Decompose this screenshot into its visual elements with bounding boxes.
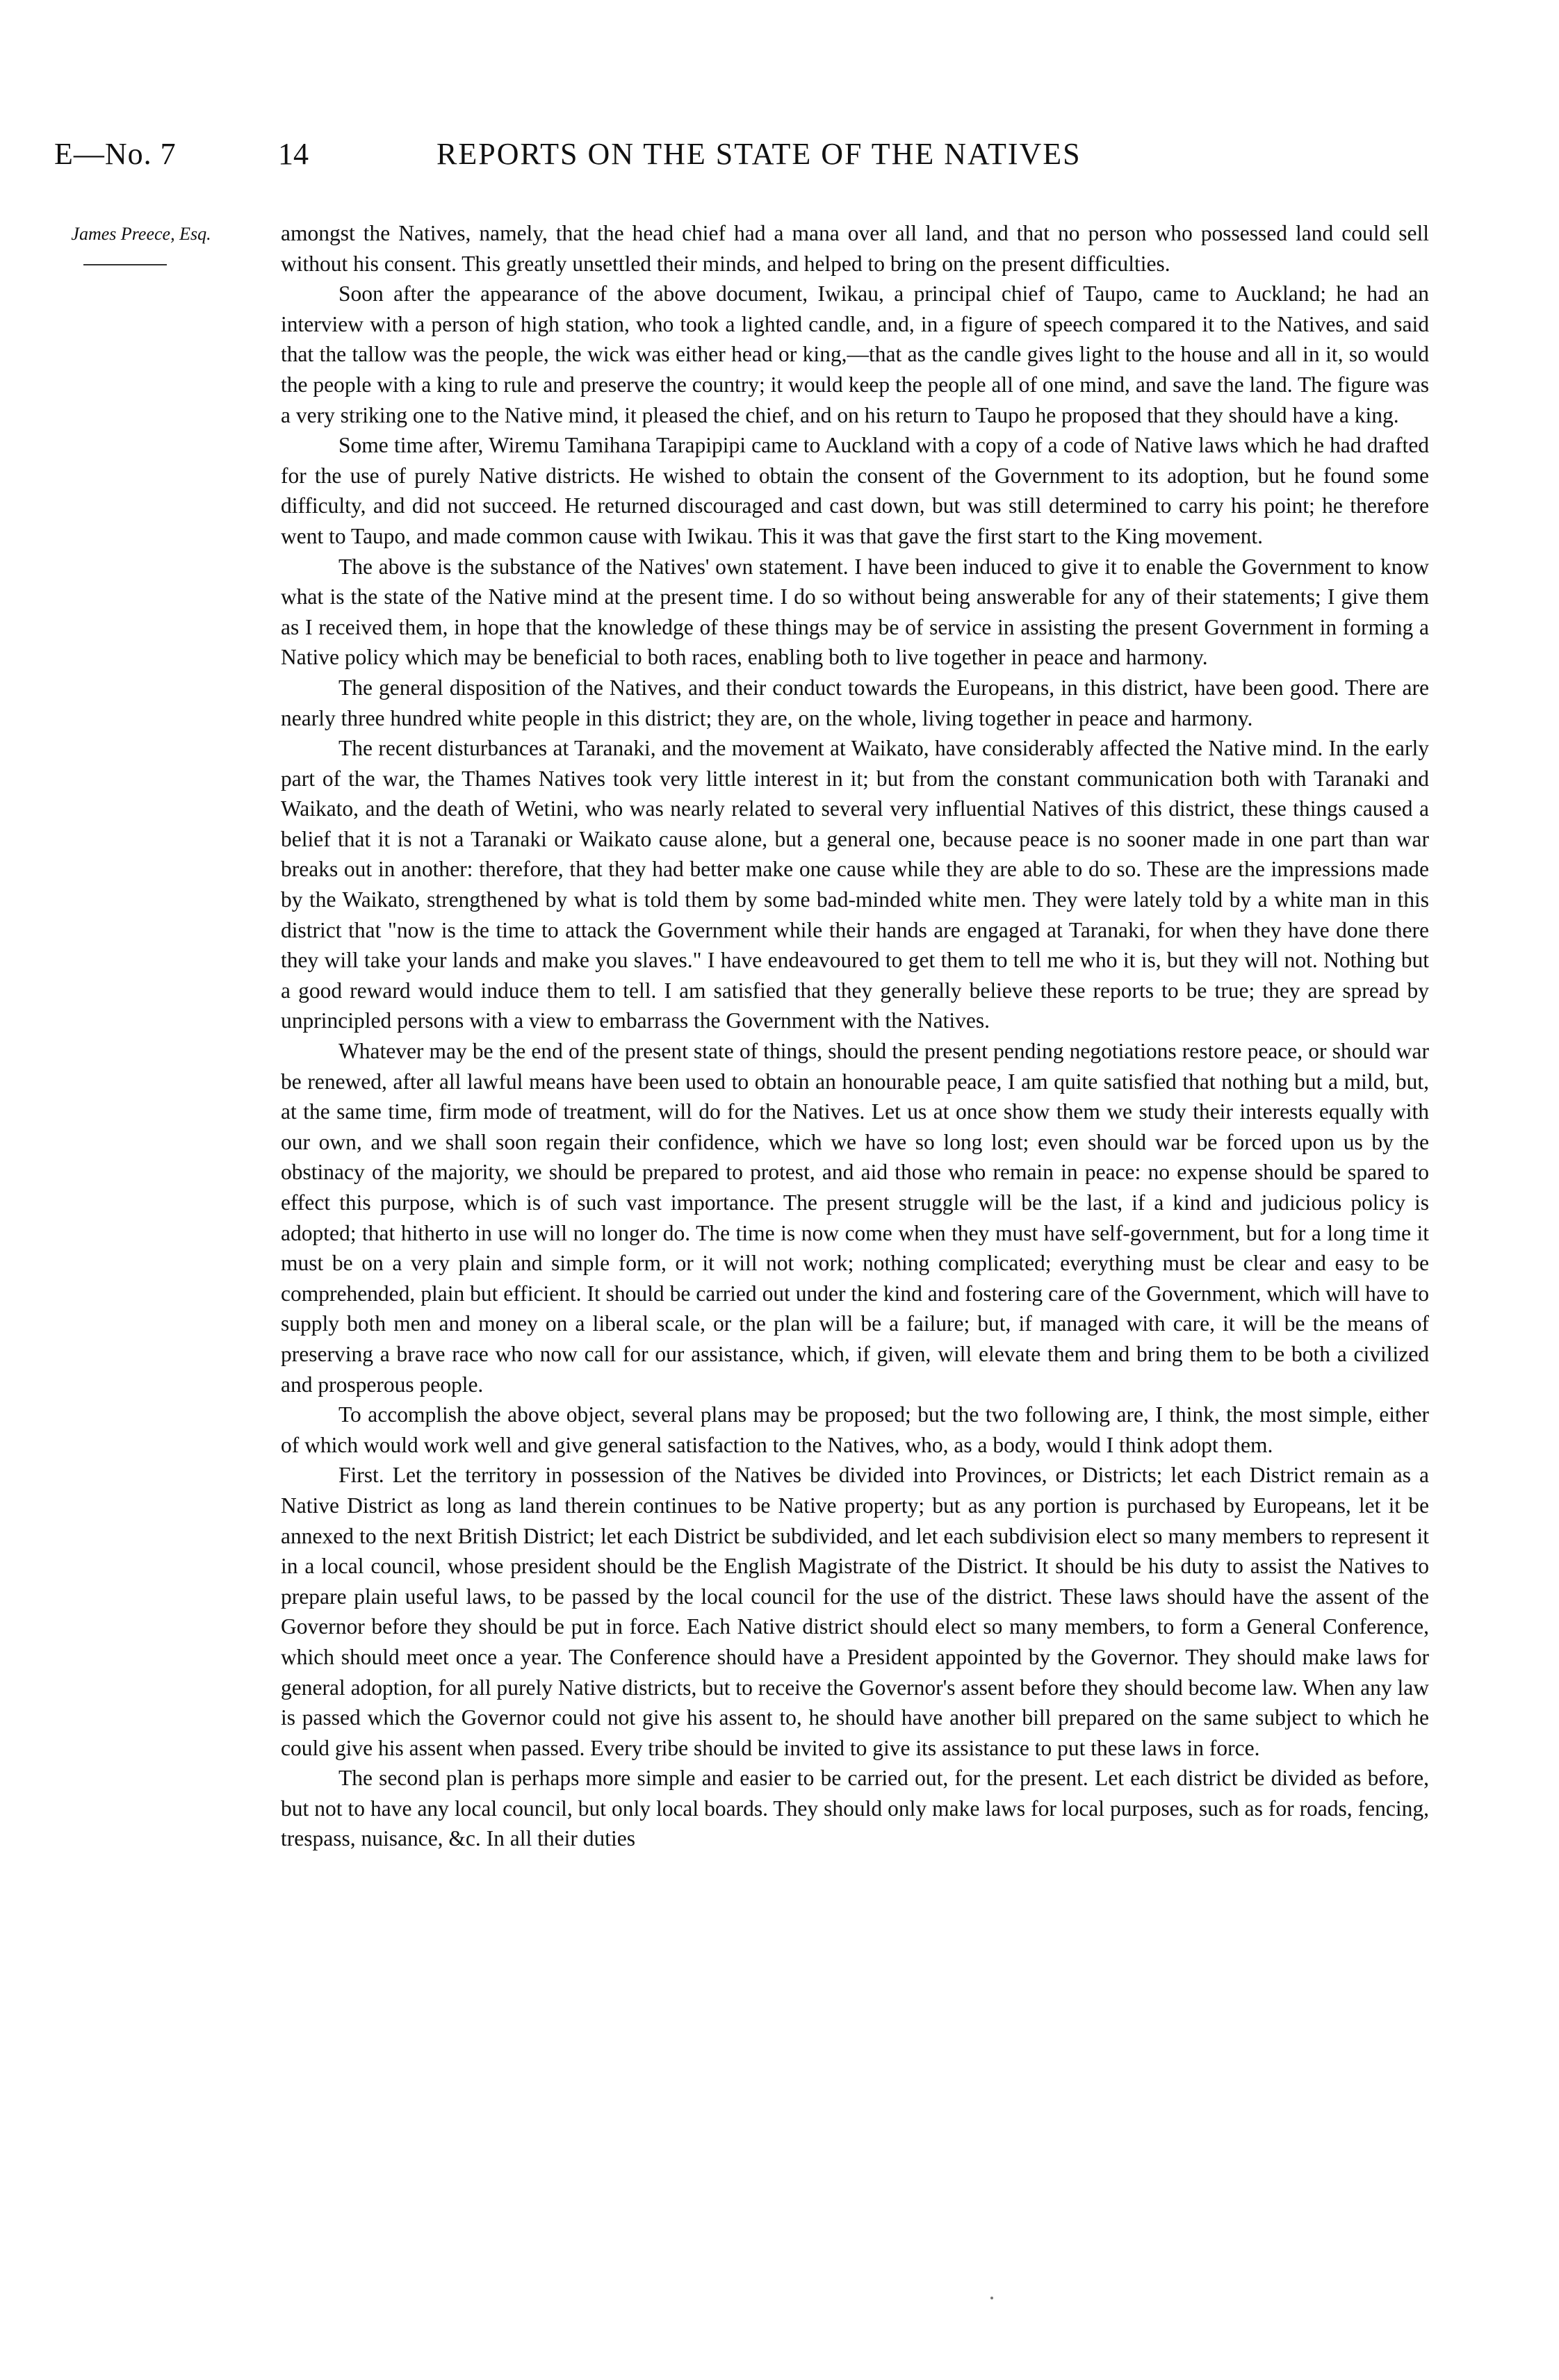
paragraph: Whatever may be the end of the present state of things, should the present pending negotiations restore peace, or should war be renewed, after all lawful means have been used to obtain an honourable peace, I am quite satisfied that nothing but a mild, but, at the same time, firm mode of treatment, will do for the Natives. Let us at once show them we study their interests equally with our own, and we shall soon regain their confidence, which we have so long lost; even should war be forced upon us by the obstinacy of the majority, we should be prepared to protest, and aid those who remain in peace: no expense should be spared to effect this purpose, which is of such vast importance. The present struggle will be the last, if a kind and judicious policy is adopted; that hitherto in use will no longer do. The time is now come when they must have self-government, but for a long time it must be on a very plain and simple form, or it will not work; nothing complicated; everything must be clear and easy to be comprehended, plain but efficient. It should be carried out under the kind and fostering care of the Government, which will have to supply both men and money on a liberal scale, or the plan will be a failure; but, if managed with care, it will be the means of preserving a brave race who now call for our assistance, which, if given, will elevate them and bring them to be both a civilized and prosperous people.	[281, 1039, 1429, 1397]
paragraph: amongst the Natives, namely, that the head chief had a mana over all land, and that no person who possessed land could sell without his consent. This greatly unsettled their minds, and helped to bring on the present difficulties.	[281, 221, 1429, 276]
paragraph: The second plan is perhaps more simple and easier to be carried out, for the present. Let each district be divided as before, but not to have any local council, but only local boards. They should only make laws for local purposes, such as for roads, fencing, trespass, nuisance, &c. In all their duties	[281, 1766, 1429, 1851]
page-header	[54, 136, 1444, 178]
paragraph: The general disposition of the Natives, and their conduct towards the Europeans, in this district, have been good. There are nearly three hundred white people in this district; they are, on the whole, living together in peace and harmony.	[281, 675, 1429, 730]
paragraph: Some time after, Wiremu Tamihana Tarapipipi came to Auckland with a copy of a code of Native laws which he had drafted for the use of purely Native districts. He wished to obtain the consent of the Government to its adoption, but he found some difficulty, and did not succeed. He returned discouraged and cast down, but was still determined to carry his point; he therefore went to Taupo, and made common cause with Iwikau. This it was that gave the first start to the King movement.	[281, 433, 1429, 548]
margin-divider	[83, 264, 167, 265]
paragraph: The recent disturbances at Taranaki, and the movement at Waikato, have considerably affected the Native mind. In the early part of the war, the Thames Natives took very little interest in it; but from the constant communication both with Taranaki and Waikato, and the death of Wetini, who was nearly related to several very influential Natives of this district, these things caused a belief that it is not a Taranaki or Waikato cause alone, but a general one, because peace is no sooner made in one part than war breaks out in another: therefore, that they had better make one cause while they are able to do so. These are the impressions made by the Waikato, strengthened by what is told them by some bad-minded white men. They were lately told by a white man in this district that "now is the time to attack the Government while their hands are engaged at Taranaki, for when they have done there they will take your lands and make you slaves." I have endeavoured to get them to tell me who it is, but they will not. Nothing but a good reward would induce them to tell. I am satisfied that they generally believe these reports to be true; they are spread by unprincipled persons with a view to embarrass the Government with the Natives.	[281, 736, 1429, 1033]
page-speck	[990, 2297, 993, 2299]
paragraph: The above is the substance of the Natives' own statement. I have been induced to give it to enable the Government to know what is the state of the Native mind at the present time. I do so without being answerable for any of their statements; I give them as I received them, in hope that the knowledge of these things may be of service in assisting the present Government in forming a Native policy which may be beneficial to both races, enabling both to live together in peace and harmony.	[281, 554, 1429, 670]
paragraph: Soon after the appearance of the above document, Iwikau, a principal chief of Taupo, came to Auckland; he had an interview with a person of high station, who took a lighted candle, and, in a figure of speech compared it to the Natives, and said that the tallow was the people, the wick was either head or king,—that as the candle gives light to the house and all in it, so would the people with a king to rule and preserve the country; it would keep the people all of one mind, and save the land. The figure was a very striking one to the Native mind, it pleased the chief, and on his return to Taupo he proposed that they should have a king.	[281, 281, 1429, 427]
report-body	[281, 218, 1429, 1854]
margin-author-note: James Preece, Esq.	[71, 224, 211, 244]
page-number: 14	[278, 137, 309, 171]
paragraph: To accomplish the above object, several plans may be proposed; but the two following are, I think, the most simple, either of which would work well and give general satisfaction to the Natives, who, as a body, would I think adopt them.	[281, 1402, 1429, 1457]
running-title: REPORTS ON THE STATE OF THE NATIVES	[436, 137, 1081, 171]
paragraph: First. Let the territory in possession of the Natives be divided into Provinces, or Districts; let each District remain as a Native District as long as land therein continues to be Native property; but as any portion is purchased by Europeans, let it be annexed to the next British District; let each District be subdivided, and let each subdivision elect so many members to represent it in a local council, whose president should be the English Magistrate of the District. It should be his duty to assist the Natives to prepare plain useful laws, to be passed by the local council for the use of the district. These laws should have the assent of the Governor before they should be put in force. Each Native district should elect so many members, to form a General Conference, which should meet once a year. The Conference should have a President appointed by the Governor. They should make laws for general adoption, for all purely Native districts, but to receive the Governor's assent before they should become law. When any law is passed which the Governor could not give his assent to, he should have another bill prepared on the same subject to which he could give his assent when passed. Every tribe should be invited to give its assistance to put these laws in force.	[281, 1463, 1429, 1760]
document-reference: E—No. 7	[54, 137, 177, 171]
